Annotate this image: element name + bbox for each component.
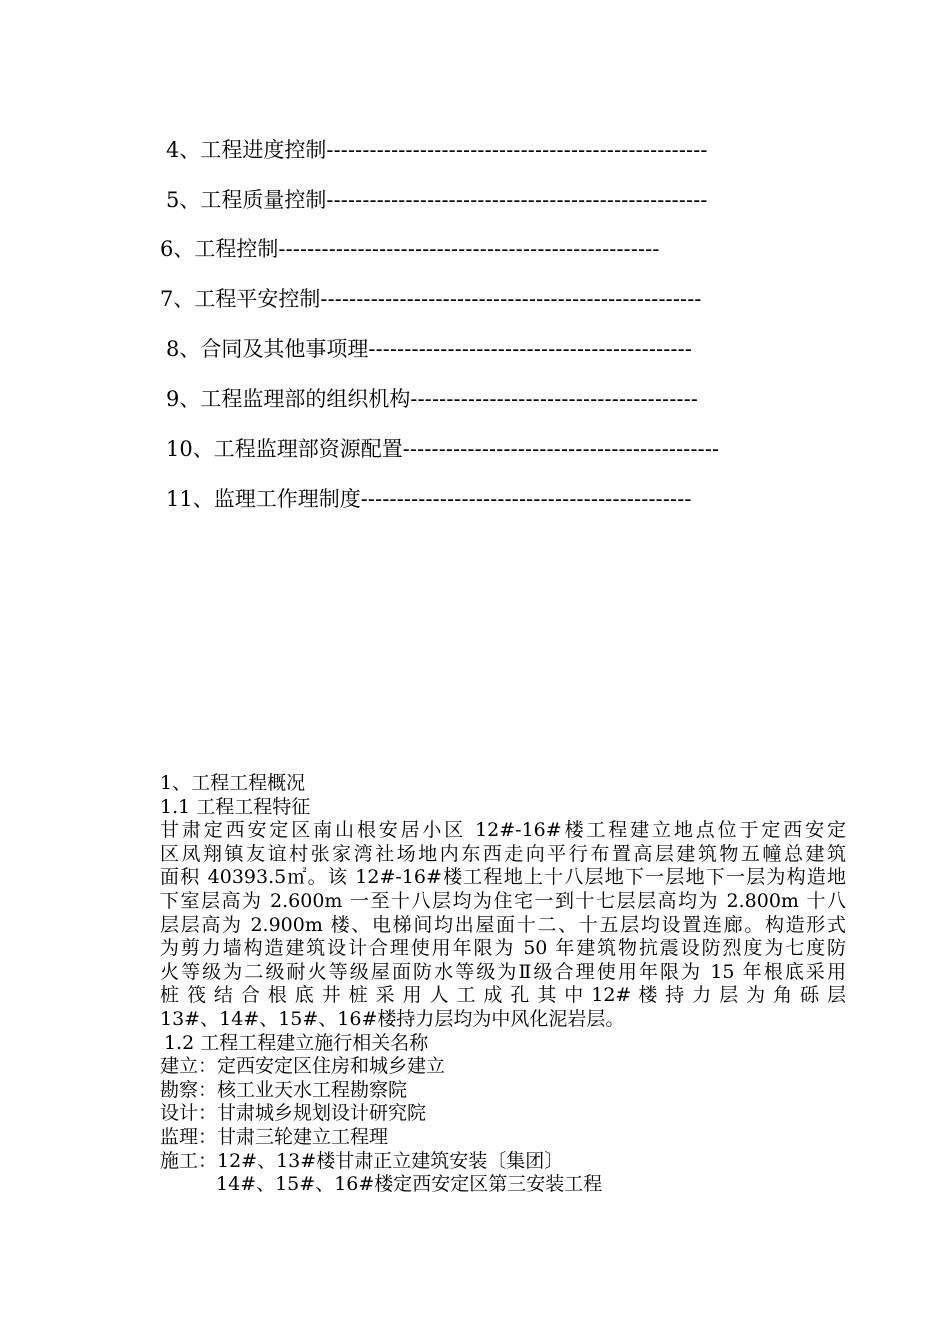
toc-leader: ----------------------------------------------------- [320, 288, 702, 311]
toc-entry-7[interactable] [160, 286, 702, 313]
toc-entry-10[interactable] [166, 436, 719, 463]
toc-leader: -------------------------------------------- [402, 438, 720, 461]
party-contractor: 施工：12#、13#楼甘肃正立建筑安装〔集团〕 [160, 1149, 564, 1172]
paragraph-line: 层层高为 2.900m 楼、电梯间均出屋面十二、十五层均设置连廊。构造形式 [160, 913, 846, 936]
toc-entry-8[interactable] [166, 336, 692, 363]
paragraph-line: 下室层高为 2.600m 一至十八层均为住宅一到十七层层高均为 2.800m 十八 [160, 889, 846, 912]
toc-label: 6、工程控制 [160, 237, 279, 261]
paragraph-line: 甘肃定西安定区南山根安居小区 12#-16#楼工程建立地点位于定西安定 [160, 819, 846, 842]
toc-leader: ---------------------------------------------- [360, 488, 692, 511]
subsection-title-1-1: 1.1 工程工程特征 [160, 795, 311, 818]
toc-entry-4[interactable] [166, 137, 708, 164]
section-title: 1、工程工程概况 [160, 772, 306, 794]
toc-entry-9[interactable] [166, 386, 698, 413]
party-supervision: 监理：甘肃三轮建立工程理 [160, 1125, 389, 1148]
paragraph-line: 面积 40393.5㎡。该 12#-16#楼工程地上十八层地下一层地下一层为构造地 [160, 866, 846, 889]
toc-leader: ---------------------------------------- [410, 388, 699, 411]
toc-label: 4、工程进度控制 [166, 138, 327, 162]
toc-leader: ----------------------------------------------------- [278, 238, 660, 261]
paragraph-line: 13#、14#、15#、16#楼持力层均为中风化泥岩层。 [160, 1007, 625, 1030]
party-contractor-continued: 14#、15#、16#楼定西安定区第三安装工程 [216, 1173, 603, 1196]
paragraph-line: 火等级为二级耐火等级屋面防水等级为Ⅱ级合理使用年限为 15 年根底采用 [160, 960, 846, 983]
paragraph-line: 桩 筏 结 合 根 底 井 桩 采 用 人 工 成 孔 其 中 12# 楼 持 力 层 为 角 砾 层 [160, 984, 846, 1007]
toc-entry-11[interactable] [166, 486, 692, 513]
paragraph-line: 区凤翔镇友谊村张家湾社场地内东西走向平行布置高层建筑物五幢总建筑 [160, 842, 846, 865]
toc-entry-6[interactable] [160, 236, 660, 263]
toc-label: 10、工程监理部资源配置 [166, 437, 403, 461]
toc-leader: ----------------------------------------------------- [326, 189, 708, 212]
toc-label: 8、合同及其他事项理 [166, 337, 369, 361]
toc-entry-5[interactable] [166, 187, 708, 214]
subsection-title-1-2: 1.2 工程工程建立施行相关名称 [164, 1031, 429, 1054]
toc-label: 9、工程监理部的组织机构 [166, 387, 411, 411]
overview-paragraph [116, 819, 846, 1031]
toc-label: 11、监理工作理制度 [166, 487, 361, 511]
party-construction-owner: 建立：定西安定区住房和城乡建立 [160, 1055, 446, 1078]
party-survey: 勘察：核工业天水工程勘察院 [160, 1078, 408, 1101]
project-overview-section [116, 772, 846, 1197]
toc-label: 5、工程质量控制 [166, 188, 327, 212]
toc-leader: ----------------------------------------------------- [326, 139, 708, 162]
paragraph-line: 为剪力墙构造建筑设计合理使用年限为 50 年建筑物抗震设防烈度为七度防 [160, 937, 846, 960]
toc-leader: --------------------------------------------- [368, 338, 693, 361]
toc-label: 7、工程平安控制 [160, 287, 321, 311]
party-design: 设计：甘肃城乡规划设计研究院 [160, 1102, 427, 1125]
